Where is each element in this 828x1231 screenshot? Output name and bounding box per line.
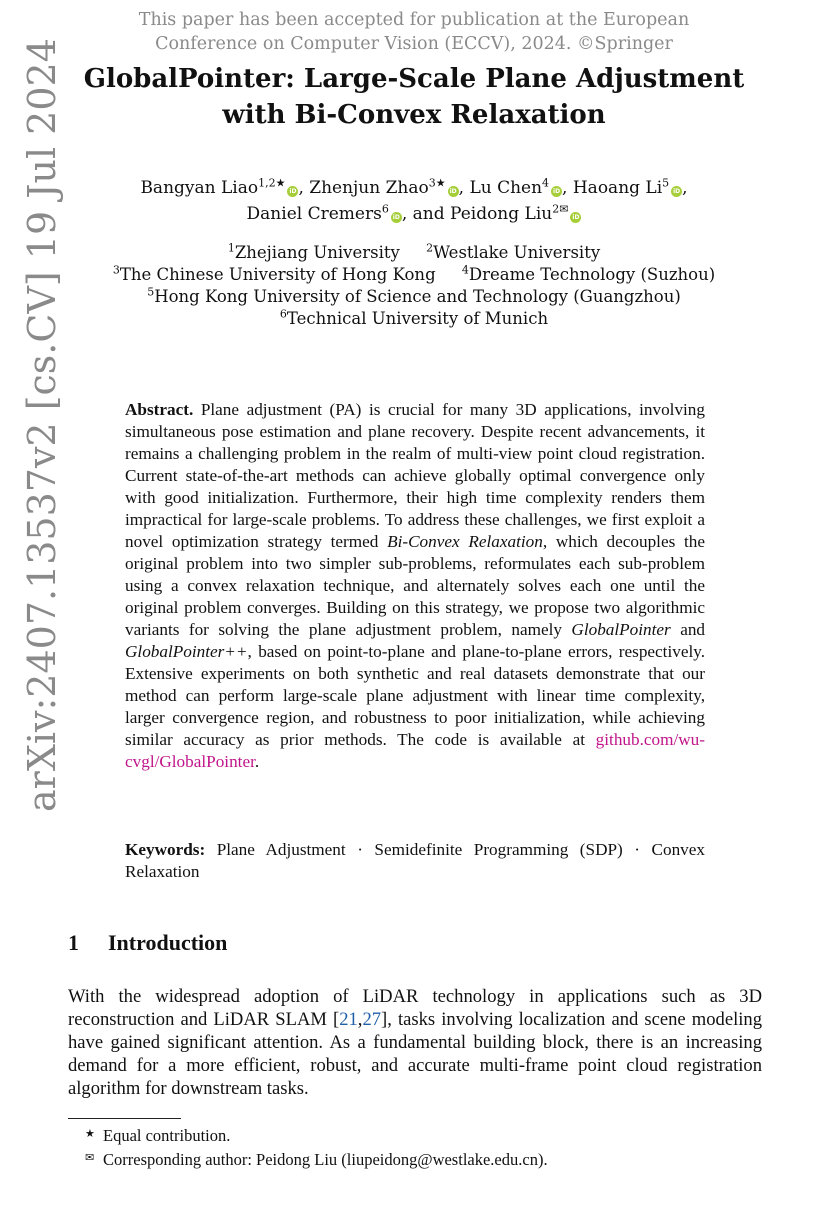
notice-line-1: This paper has been accepted for publication at the European [138, 10, 690, 30]
orcid-icon[interactable]: iD [553, 188, 561, 195]
affiliation: Dreame Technology (Suzhou) [468, 265, 716, 284]
abstract-label: Abstract. [125, 400, 194, 419]
footnotes [85, 1123, 765, 1171]
section-title: Introduction [108, 930, 228, 955]
abstract: Abstract. Plane adjustment (PA) is crucial for many 3D applications, involving simultaneous pose estimation and plane recovery. Despite recent advancements, it remains a challenging problem in the realm of multi-view point cloud registration. Current state-of-the-art methods can achieve globally optimal convergence only with good initialization. Furthermore, their high time complexity renders them impractical for large-scale problems. To address these challenges, we first exploit a novel optimization strategy termed Bi-Convex Relaxation, which decouples the original problem into two simpler sub-problems, reformulates each sub-problem using a convex relaxation technique, and alternately solves each one until the original problem converges. Building on this strategy, we propose two algorithmic variants for solving the plane adjustment problem, namely GlobalPointer and GlobalPointer++, based on point-to-plane and plane-to-plane errors, respectively. Extensive experiments on both synthetic and real datasets demonstrate that our method can perform large-scale plane adjustment with linear time complexity, larger convergence region, and robustness to poor initialization, while achieving similar accuracy as prior methods. The code is available at github.com/wu-cvgl/GlobalPointer. [125, 400, 706, 771]
orcid-icon[interactable]: iD [673, 188, 681, 195]
author: Lu Chen$^4$iD [469, 176, 561, 198]
emphasis: GlobalPointer++ [125, 642, 248, 661]
author: Zhenjun Zhao$^{3★}$iD [309, 176, 457, 198]
footnote-rule [68, 1118, 181, 1119]
author: Haoang Li$^5$iD [572, 176, 681, 198]
keywords-label: Keywords: [125, 840, 206, 859]
acceptance-notice [100, 8, 728, 56]
affiliation: Hong Kong University of Science and Technology (Guangzhou) [154, 287, 681, 306]
keywords-text: Plane Adjustment · Semidefinite Programming (SDP) · Convex Relaxation [125, 840, 705, 881]
author: Peidong Liu$^{2✉}$iD [450, 202, 580, 224]
affiliation: The Chinese University of Hong Kong [119, 265, 436, 284]
affiliation-list [90, 242, 738, 330]
orcid-icon[interactable]: iD [572, 214, 580, 221]
section-number: 1 [68, 930, 79, 955]
intro-paragraph: With the widespread adoption of LiDAR technology in applications such as 3D reconstruction and LiDAR SLAM [21,27], tasks involving localization and scene modeling have gained significant attention. As a fundamental building block, there is an increasing demand for a more efficient, robust, and accurate multi-frame point cloud registration algorithm for downstream tasks. [68, 986, 762, 1099]
orcid-icon[interactable]: iD [392, 214, 400, 221]
citation-link[interactable]: 21 [339, 1009, 358, 1030]
author-list: Bangyan Liao$^{1,2★}$iD , Zhenjun Zhao$^{3★}$iD , Lu Chen$^4$iD , Haoang Li$^5$iD , Daniel Cremers$^6$iD , and Peidong Liu$^{2✉}$iD [140, 176, 688, 224]
author: Daniel Cremers$^6$iD [246, 202, 400, 224]
title-line-1: GlobalPointer: Large-Scale Plane Adjustment [83, 64, 745, 94]
affiliation-line: $^6$Technical University of Munich [279, 307, 549, 328]
keywords [125, 839, 705, 883]
arxiv-stamp: arXiv:2407.13537v2 [cs.CV] 19 Jul 2024 [20, 38, 64, 812]
affiliation: Zhejiang University [234, 243, 400, 262]
affiliation: Technical University of Munich [286, 309, 549, 328]
star-icon: ★ [85, 1128, 95, 1140]
footnote: ✉ Corresponding author: Peidong Liu (liupeidong@westlake.edu.cn). [85, 1147, 765, 1171]
affiliation: Westlake University [433, 243, 601, 262]
section-heading [68, 928, 227, 958]
code-link[interactable]: github.com/wu-cvgl/GlobalPointer [125, 730, 705, 771]
orcid-icon[interactable]: iD [449, 188, 457, 195]
title-line-2: with Bi-Convex Relaxation [222, 100, 606, 130]
envelope-icon: ✉ [85, 1152, 95, 1164]
notice-line-2: Conference on Computer Vision (ECCV), 2024. ©Springer [155, 34, 673, 54]
affiliation-line: $^1$Zhejiang University $^2$Westlake University [227, 241, 601, 262]
footnote: ★ Equal contribution. [85, 1123, 765, 1147]
citation-link[interactable]: 27 [362, 1009, 382, 1030]
affiliation-line: $^5$Hong Kong University of Science and Technology (Guangzhou) [147, 285, 681, 306]
orcid-icon[interactable]: iD [289, 188, 297, 195]
author: Bangyan Liao$^{1,2★}$iD [140, 176, 297, 198]
affiliation-line: $^3$The Chinese University of Hong Kong $^4$Dreame Technology (Suzhou) [112, 263, 716, 284]
emphasis: GlobalPointer [571, 620, 671, 639]
emphasis: Bi-Convex Relaxation [387, 532, 543, 551]
paper-title [60, 61, 768, 133]
